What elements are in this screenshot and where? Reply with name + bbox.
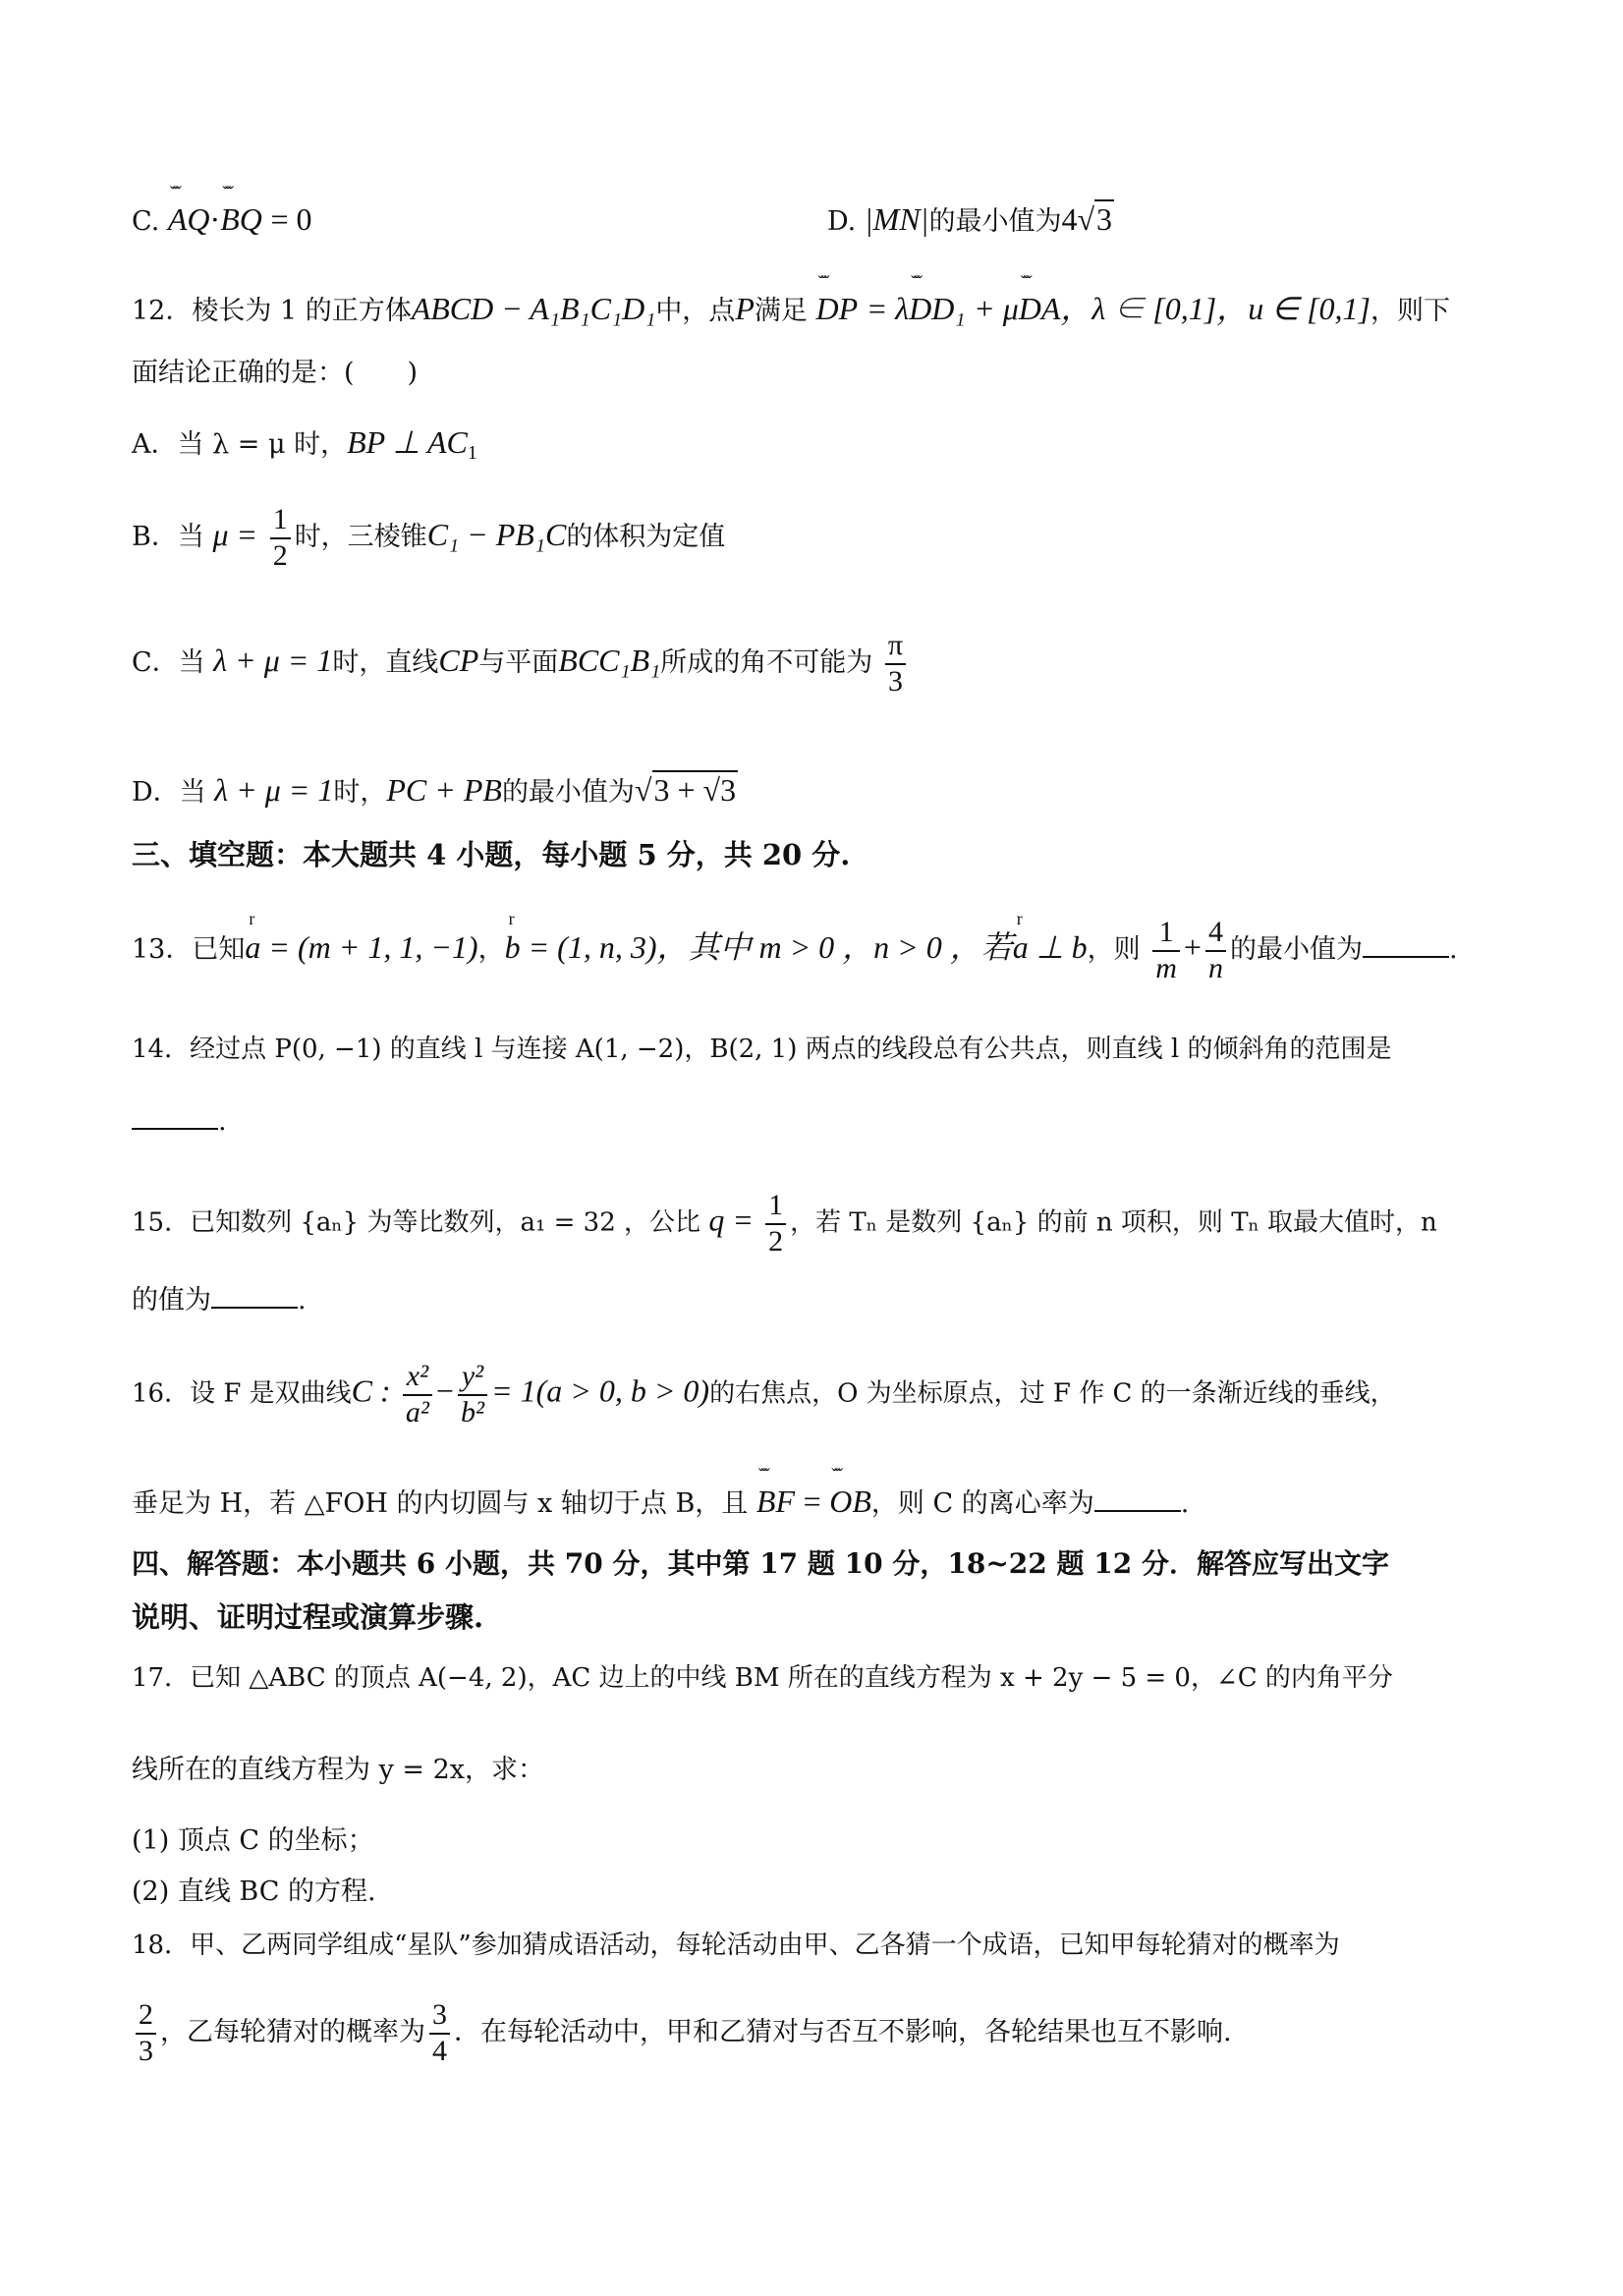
fraction-4-over-n: $\frac{4}{n}$ xyxy=(1205,916,1226,985)
u-range: u ∈ [0,1] xyxy=(1248,291,1371,326)
abs-mn: |MN| xyxy=(864,201,929,237)
q17-line2: 线所在的直线方程为 y = 2x，求： xyxy=(132,1755,545,1785)
vector-a: r a = (m + 1, 1, −1) xyxy=(245,927,477,969)
q17-part2: (2) 直线 BC 的方程. xyxy=(132,1876,376,1907)
option-label: D. xyxy=(827,206,857,237)
radicand: 3 + √3 xyxy=(653,772,737,808)
q12-option-d: D．当 λ + μ = 1时，PC + PB的最小值为√3 + √3 xyxy=(132,772,737,808)
answer-blank xyxy=(211,1283,298,1309)
fraction-one-half: $\frac{1}{2}$ xyxy=(270,503,291,573)
option-text: 的最小值为 xyxy=(928,206,1062,237)
q17-line1: 17．已知 △ABC 的顶点 A(−4, 2)，AC 边上的中线 BM 所在的直线方程为 x + 2y − 5 = 0，∠C 的内角平分 xyxy=(132,1663,1393,1693)
vector-da: ˇˇˇ DA xyxy=(1019,289,1061,330)
q16-line2: 垂足为 H，若 △FOH 的内切圆与 x 轴切于点 B，且 ˇˇˇ BF = ˇˇˇ OB，则 C 的离心率为 . xyxy=(132,1482,1189,1523)
vector-bf: ˇˇˇ BF xyxy=(756,1482,795,1523)
q12-option-c: C．当 λ + μ = 1时，直线CP与平面BCC₁B₁所成的角不可能为 $\frac{\pi}{3}$ xyxy=(132,629,910,699)
q16: 16．设 F 是双曲线C : $\frac{\text{x²}}{\text{a²}}$ − $\frac{\text{y²}}{\text{b²}}$ = 1(a > 0, b > 0)的右焦点，O 为坐标原点，过 F 作 C 的一条渐近线的垂线， xyxy=(132,1360,1396,1428)
answer-blank xyxy=(132,1104,218,1130)
section-heading-solutions: 四、解答题：本小题共 6 小题，共 70 分，其中第 17 题 10 分，18~22 题 12 分．解答应写出文字 xyxy=(132,1547,1389,1580)
q12-option-a: A．当 λ = μ 时，BP ⊥ $AC_1$ xyxy=(132,424,477,464)
q12-stem-line2: 面结论正确的是：( ) xyxy=(132,358,419,388)
fraction-y2-b2: $\frac{\text{y²}}{\text{b²}}$ xyxy=(458,1360,487,1429)
vector-b: r b = (1, n, 3) xyxy=(505,927,657,969)
q12-intro: 12．棱长为 1 的正方体 xyxy=(132,296,412,326)
value: 4 xyxy=(1061,201,1078,237)
fraction-x2-a2: $\frac{\text{x²}}{\text{a²}}$ xyxy=(403,1360,432,1429)
lambda-range: ，λ ∈ [0,1]， xyxy=(1060,291,1249,326)
equation-rest: = 0 xyxy=(270,201,312,237)
vector-dp: ˇˇˇ DP xyxy=(815,289,858,330)
fraction-1-over-m: $\frac{1}{m}$ xyxy=(1152,916,1180,985)
section-heading-fill-in: 三、填空题：本大题共 4 小题，每小题 5 分，共 20 分. xyxy=(132,838,851,871)
q13: 13．已知r a = (m + 1, 1, −1)，r b = (1, n, 3)，其中 m > 0 ，n > 0 ，若r a ⊥ b，则 $\frac{1}{m}$ + $\frac{4}{n}$ 的最小值为 . xyxy=(132,916,1458,985)
q11-option-d: D. |MN|的最小值为4√3 xyxy=(827,201,1113,237)
answer-blank xyxy=(1363,932,1449,958)
q11-option-c xyxy=(132,199,311,241)
q15: 15．已知数列 {aₙ} 为等比数列，a₁ = 32 ，公比 q = $\frac{1}{2}$ ，若 Tₙ 是数列 {aₙ} 的前 n 项积，则 Tₙ 取最大值时，n xyxy=(132,1189,1437,1258)
option-label: C. xyxy=(132,206,160,237)
answer-blank xyxy=(1094,1486,1181,1512)
fraction-pi-third: $\frac{\pi}{3}$ xyxy=(885,629,906,699)
q12-stem: 12．棱长为 1 的正方体ABCD − A₁B₁C₁D₁中，点P满足 ˇˇˇ DP = λˇˇˇ DD₁ + μˇˇˇ DA，λ ∈ [0,1]，u ∈ [0,1]，则下 xyxy=(132,289,1450,330)
q14-line1: 14．经过点 P(0, −1) 的直线 l 与连接 A(1, −2)，B(2, 1) 两点的线段总有公共点，则直线 l 的倾斜角的范围是 xyxy=(132,1035,1392,1064)
vector-bq: ˇˇˇ BQ xyxy=(220,199,262,241)
radicand: 3 xyxy=(1096,201,1113,237)
q12-option-b: B．当 μ = $\frac{1}{2}$ 时，三棱锥C₁ − PB₁C的体积为定值 xyxy=(132,503,726,572)
q14-line2: . xyxy=(132,1104,227,1139)
fraction-three-quarters: $\frac{3}{4}$ xyxy=(429,1998,450,2068)
vector-ob: ˇˇˇ OB xyxy=(829,1482,871,1523)
fraction-two-thirds: $\frac{2}{3}$ xyxy=(136,1998,156,2068)
q17-part1: (1) 顶点 C 的坐标； xyxy=(132,1825,374,1856)
dot-op: · xyxy=(209,201,221,237)
fraction-one-half: $\frac{1}{2}$ xyxy=(765,1189,786,1259)
vector-aq: ˇˇˇ AQ xyxy=(168,199,210,241)
section-heading-solutions-line2: 说明、证明过程或演算步骤. xyxy=(132,1600,484,1634)
vector-dd1: ˇˇˇ DD₁ xyxy=(909,289,965,330)
q15-line2: 的值为 . xyxy=(132,1285,307,1316)
cube-name: ABCD − A₁B₁C₁D₁ xyxy=(411,291,656,326)
q18-line1: 18．甲、乙两同学组成“星队”参加猜成语活动，每轮活动由甲、乙各猜一个成语，已知甲每轮猜对的概率为 xyxy=(132,1931,1340,1960)
q18-line2: $\frac{2}{3}$ ，乙每轮猜对的概率为 $\frac{3}{4}$ ．在每轮活动中，甲和乙猜对与否互不影响，各轮结果也互不影响. xyxy=(132,1998,1232,2068)
